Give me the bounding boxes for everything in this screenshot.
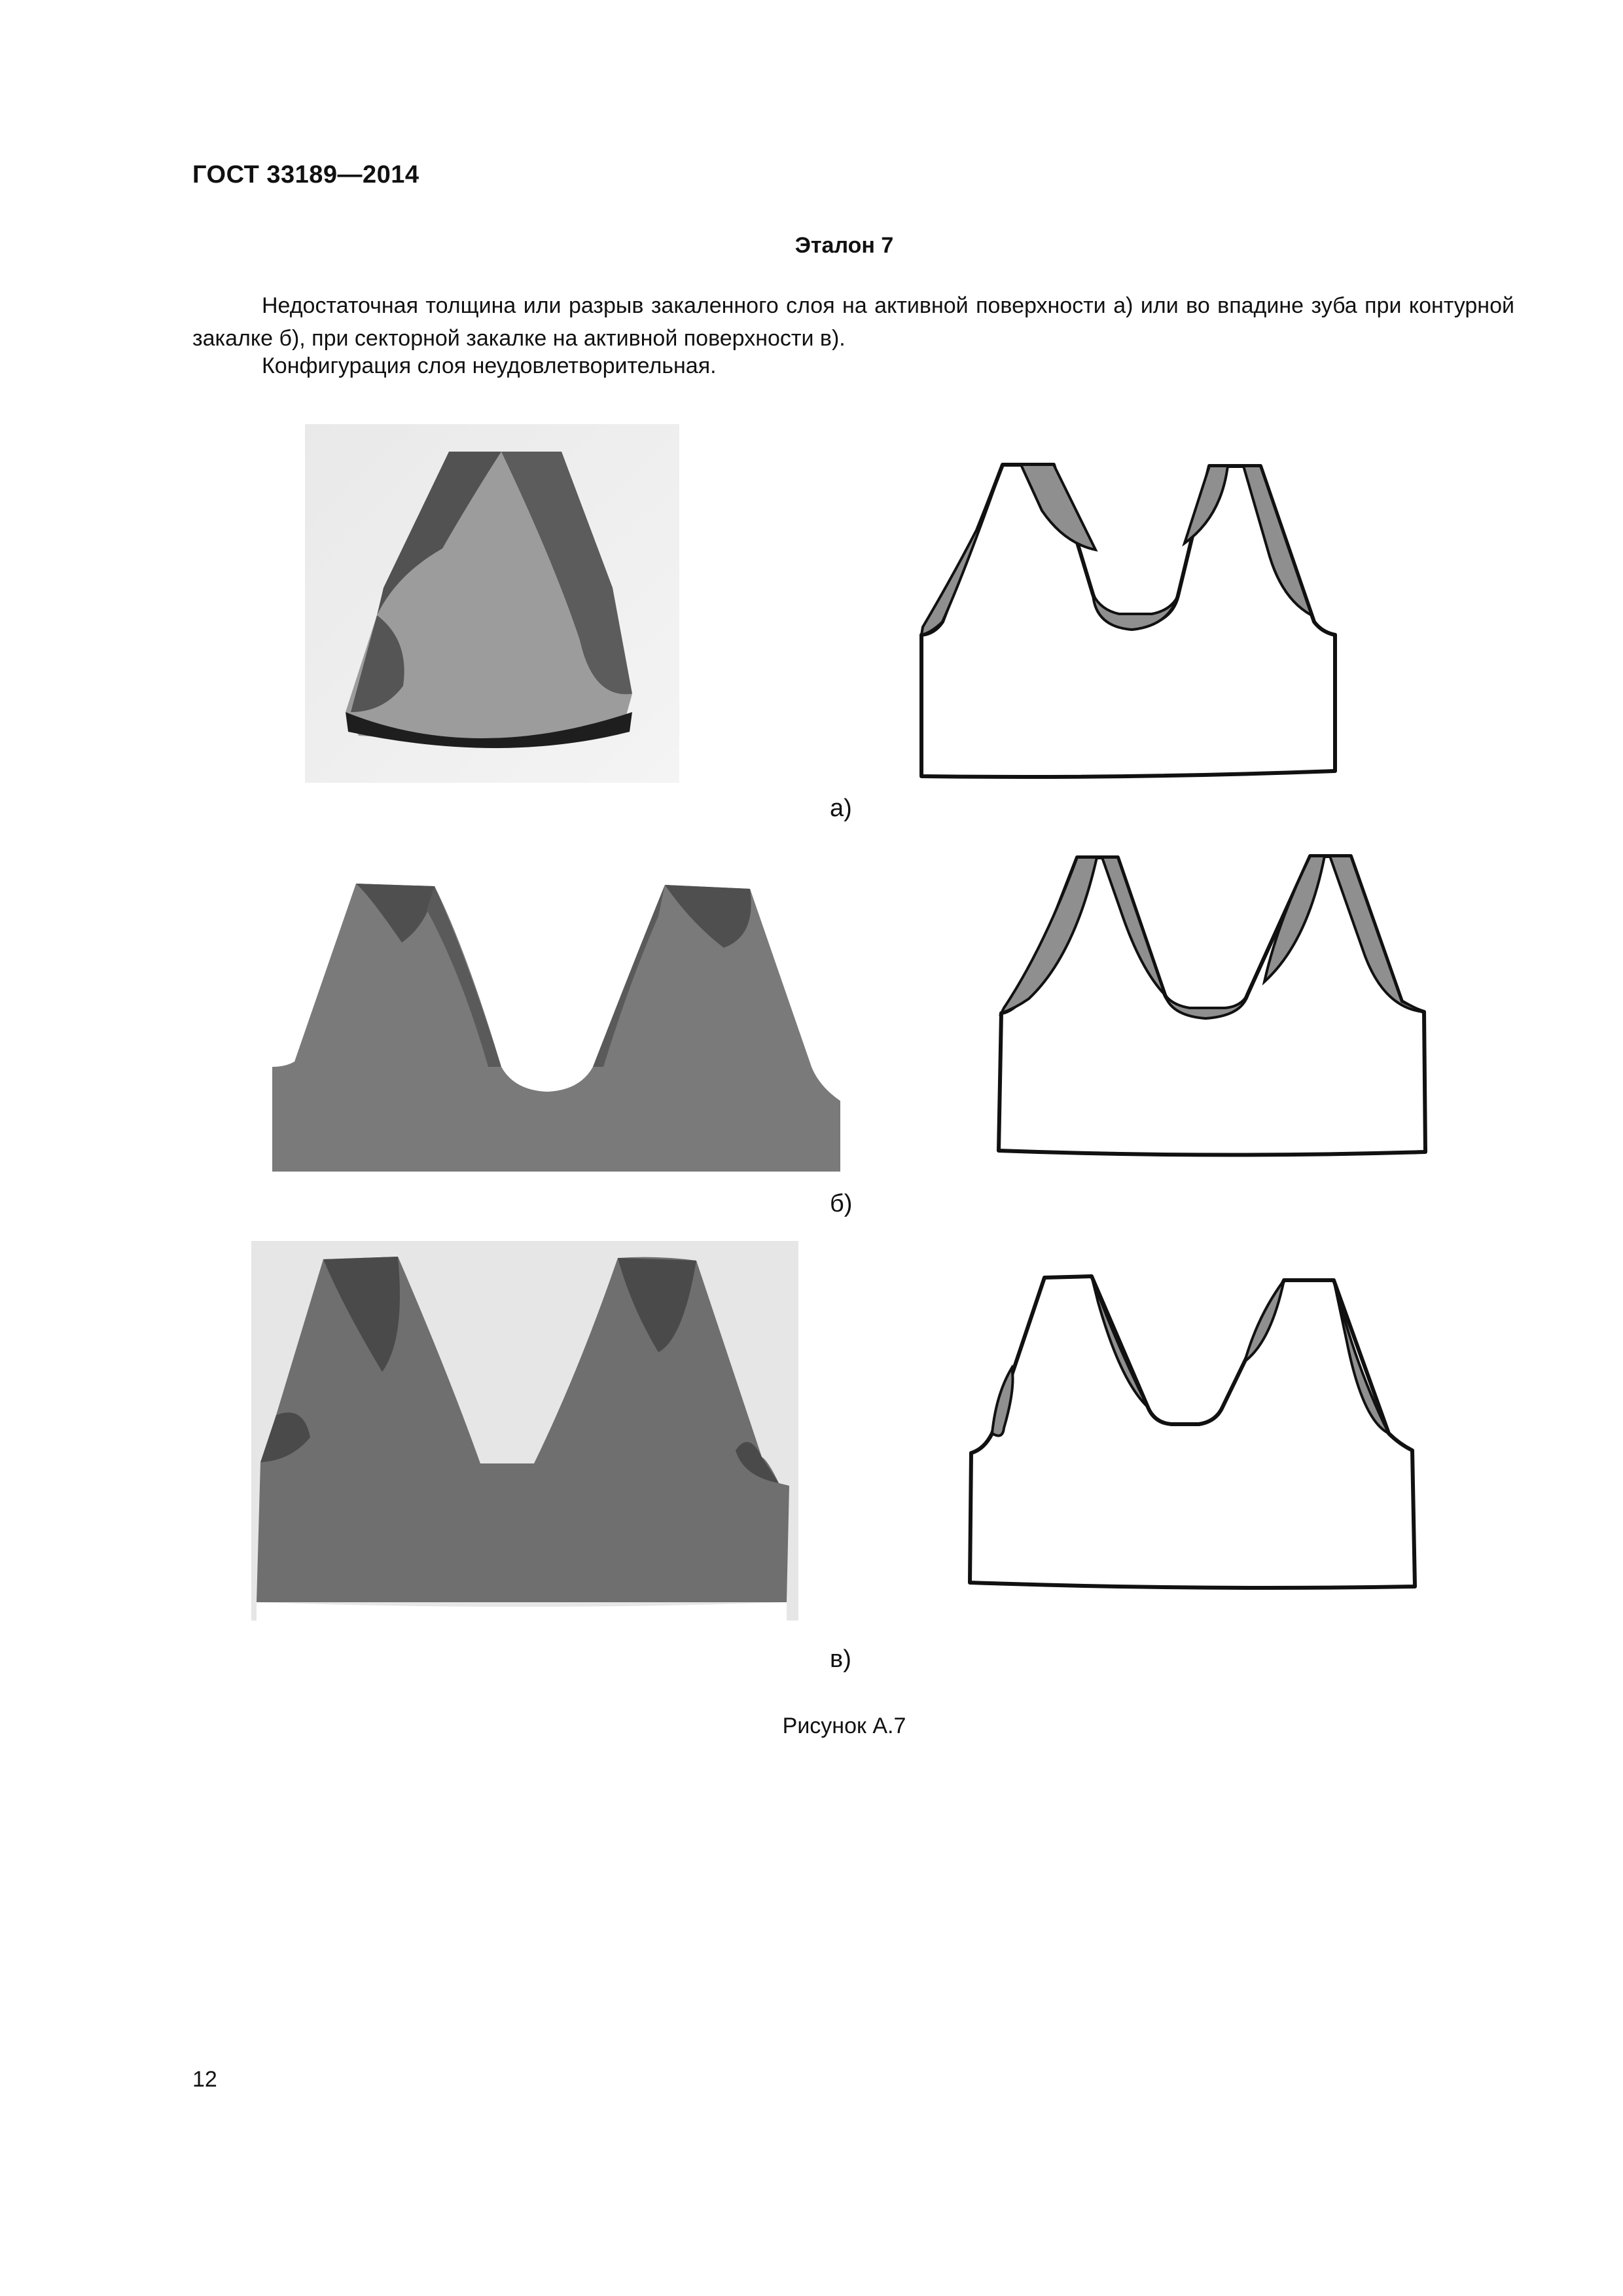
figure-a-photo [305,424,679,783]
figure-caption: Рисунок А.7 [782,1713,906,1738]
figure-a-sketch [916,452,1387,785]
body-paragraph: Конфигурация слоя неудовлетворительная. [262,353,717,378]
figure-label-b: б) [830,1190,853,1217]
figure-b-sketch [990,844,1448,1172]
body-paragraph: Недостаточная толщина или разрыв закаленного слоя на активной поверхности а) или во впадине зуба при контурной закалке б), при секторной закалке на активной поверхности в). [192,293,1514,351]
figure-label-v: в) [830,1645,851,1673]
document-id: ГОСТ 33189—2014 [192,161,419,188]
page-number: 12 [192,2067,217,2092]
figure-b-photo [272,870,840,1172]
figure-label-a: а) [830,795,852,822]
figure-v-photo [251,1241,798,1621]
section-title: Эталон 7 [794,233,894,258]
figure-v-sketch [963,1263,1435,1604]
